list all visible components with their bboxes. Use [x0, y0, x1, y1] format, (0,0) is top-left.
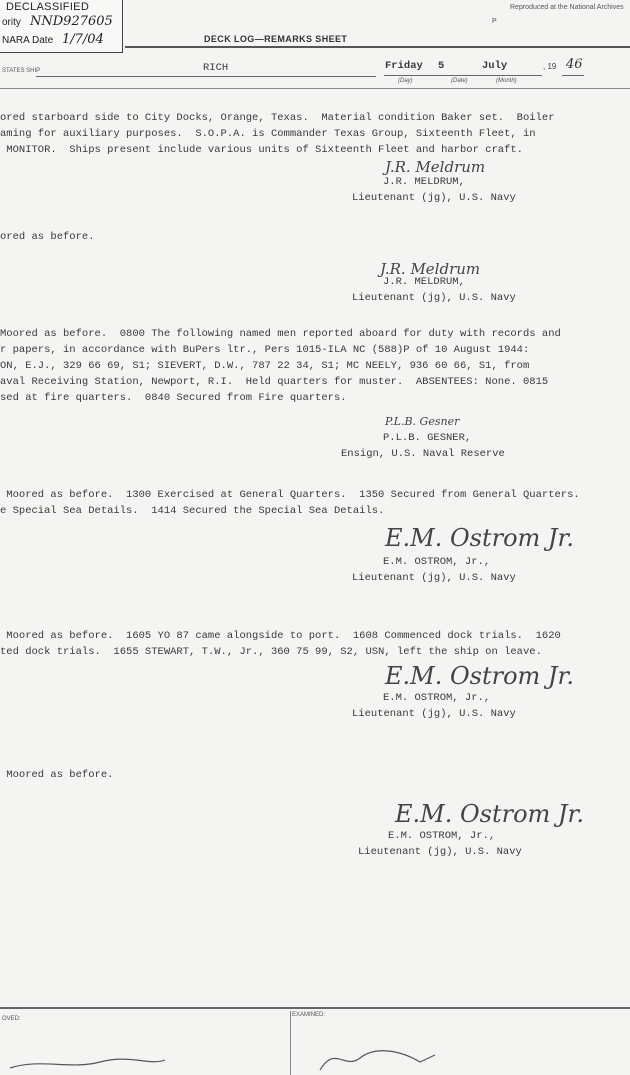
header-bottom-rule — [0, 88, 630, 89]
header-rule — [125, 46, 630, 48]
entry-line: ored as before. — [0, 231, 95, 243]
footer-signature-scrawls — [0, 1040, 630, 1075]
entry-line: sed at fire quarters. 0840 Secured from Fire quarters. — [0, 392, 347, 404]
corner-mark: P — [492, 18, 497, 25]
signer-rank: Lieutenant (jg), U.S. Navy — [358, 846, 522, 858]
ship-label: STATES SHIP — [2, 68, 41, 74]
signature: J.R. Meldrum — [385, 158, 486, 176]
entry-line: Moored as before. 1300 Exercised at General Quarters. 1350 Secured from General Quarters. — [0, 489, 580, 501]
signer-rank: Lieutenant (jg), U.S. Navy — [352, 292, 516, 304]
entry-line: aval Receiving Station, Newport, R.I. Held quarters for muster. ABSENTEES: None. 0815 — [0, 376, 549, 388]
stamp-nara-label: NARA Date — [2, 35, 54, 46]
stamp-authority-value: NND927605 — [30, 14, 113, 29]
signature: E.M. Ostrom Jr. — [385, 524, 575, 552]
log-year: 46 — [566, 57, 583, 72]
signer-name: E.M. OSTROM, Jr., — [388, 830, 496, 842]
signature: E.M. Ostrom Jr. — [385, 662, 575, 690]
signature: E.M. Ostrom Jr. — [395, 800, 585, 828]
signer-rank: Lieutenant (jg), U.S. Navy — [352, 192, 516, 204]
signer-rank: Lieutenant (jg), U.S. Navy — [352, 572, 516, 584]
date-caption: (Date) — [451, 78, 468, 84]
reproduced-notice: Reproduced at the National Archives — [510, 4, 624, 11]
year-line — [562, 75, 584, 76]
entry-line: ored starboard side to City Docks, Orange, Texas. Material condition Baker set. Boiler — [0, 112, 555, 124]
signer-name: J.R. MELDRUM, — [383, 276, 465, 288]
entry-line: ted dock trials. 1655 STEWART, T.W., Jr., 360 75 99, S2, USN, left the ship on leave. — [0, 646, 542, 658]
year-prefix: , 19 — [543, 62, 557, 71]
month-caption: (Month) — [496, 78, 517, 84]
log-date: 5 — [438, 60, 445, 72]
signer-name: J.R. MELDRUM, — [383, 176, 465, 188]
stamp-title: DECLASSIFIED — [6, 1, 90, 13]
approved-label: OVED: — [2, 1016, 21, 1022]
entry-line: r papers, in accordance with BuPers ltr., Pers 1015-ILA NC (588)P of 10 August 1944: — [0, 344, 530, 356]
entry-line: aming for auxiliary purposes. S.O.P.A. is Commander Texas Group, Sixteenth Fleet, in — [0, 128, 536, 140]
signer-name: P.L.B. GESNER, — [383, 432, 472, 444]
log-day: Friday — [385, 60, 423, 72]
stamp-authority-label: ority — [2, 17, 21, 28]
signer-name: E.M. OSTROM, Jr., — [383, 556, 491, 568]
footer-rule — [0, 1007, 630, 1009]
ship-name: RICH — [203, 62, 229, 74]
signature: J.R. Meldrum — [380, 260, 481, 278]
log-month: July — [482, 60, 508, 72]
ship-line — [36, 76, 376, 77]
entry-line: Moored as before. — [0, 769, 114, 781]
entry-line: ON, E.J., 329 66 69, S1; SIEVERT, D.W., 787 22 34, S1; MC NEELY, 936 60 66, S1, from — [0, 360, 530, 372]
day-caption: (Day) — [398, 78, 413, 84]
declassified-stamp — [0, 0, 123, 53]
sheet-title: DECK LOG—REMARKS SHEET — [204, 34, 348, 44]
entry-line: Moored as before. 0800 The following named men reported aboard for duty with records and — [0, 328, 561, 340]
entry-line: Moored as before. 1605 YO 87 came alongside to port. 1608 Commenced dock trials. 1620 — [0, 630, 561, 642]
signer-rank: Lieutenant (jg), U.S. Navy — [352, 708, 516, 720]
signer-rank: Ensign, U.S. Naval Reserve — [341, 448, 505, 460]
date-line — [384, 75, 542, 76]
examined-label: EXAMINED: — [292, 1012, 326, 1018]
signer-name: E.M. OSTROM, Jr., — [383, 692, 491, 704]
entry-line: MONITOR. Ships present include various units of Sixteenth Fleet and harbor craft. — [0, 144, 523, 156]
stamp-nara-value: 1/7/04 — [62, 32, 104, 47]
entry-line: e Special Sea Details. 1414 Secured the Special Sea Details. — [0, 505, 385, 517]
signature: P.L.B. Gesner — [385, 415, 460, 428]
